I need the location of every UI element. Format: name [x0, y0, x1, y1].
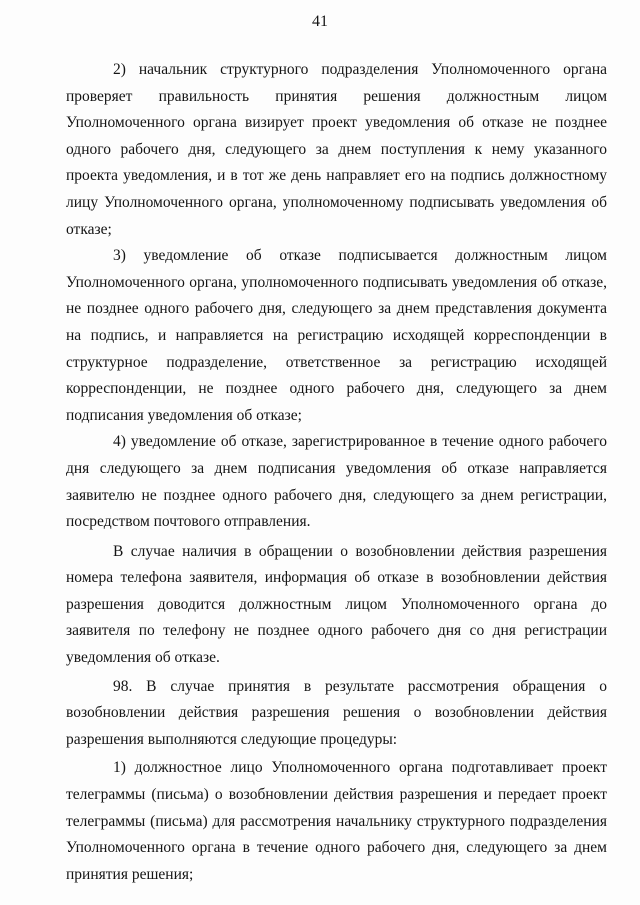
- paragraph-item-4: 4) уведомление об отказе, зарегистрированное в течение одного рабочего дня следующего за днем подписания уведомления об отказе направляется заявителю не позднее одного рабочего дня, следующего за днем регистрации, посредством почтового отправления.: [66, 433, 607, 531]
- paragraph-item-3: 3) уведомление об отказе подписывается должностным лицом Уполномоченного органа, уполномоченного подписывать уведомления об отказе, не позднее одного рабочего дня, следующего за днем представления документа на подпись, и направляется на регистрацию исходящей корреспонденции в структурное подразделение, ответственное за регистрацию исходящей корреспонденции, не позднее одного рабочего дня, следующего за днем подписания уведомления об отказе;: [66, 247, 607, 424]
- paragraph-item-2: 2) начальник структурного подразделения Уполномоченного органа проверяет правильность принятия решения должностным лицом Уполномоченного органа визирует проект уведомления об отказе не позднее одного рабочего дня, следующего за днем поступления к нему указанного проекта уведомления, и в тот же день направляет его на подпись должностному лицу Уполномоченного органа, уполномоченному подписывать уведомления об отказе;: [66, 61, 607, 238]
- page-number: 41: [312, 13, 328, 30]
- paragraph-phone-notice: В случае наличия в обращении о возобновлении действия разрешения номера телефона заявителя, информация об отказе в возобновлении действия разрешения доводится должностным лицом Уполномоченного органа до заявителя по телефону не позднее одного рабочего дня со дня регистрации уведомления об отказе.: [66, 542, 607, 667]
- paragraph-clause-98: 98. В случае принятия в результате рассмотрения обращения о возобновлении действия разрешения решения о возобновлении действия разрешения выполняются следующие процедуры:: [66, 677, 607, 748]
- paragraph-item-1: 1) должностное лицо Уполномоченного органа подготавливает проект телеграммы (письма) о возобновлении действия разрешения и передает проект телеграммы (письма) для рассмотрения начальнику структурного подразделения Уполномоченного органа в течение одного рабочего дня, следующего за днем принятия решения;: [66, 759, 607, 883]
- document-body: [66, 57, 607, 888]
